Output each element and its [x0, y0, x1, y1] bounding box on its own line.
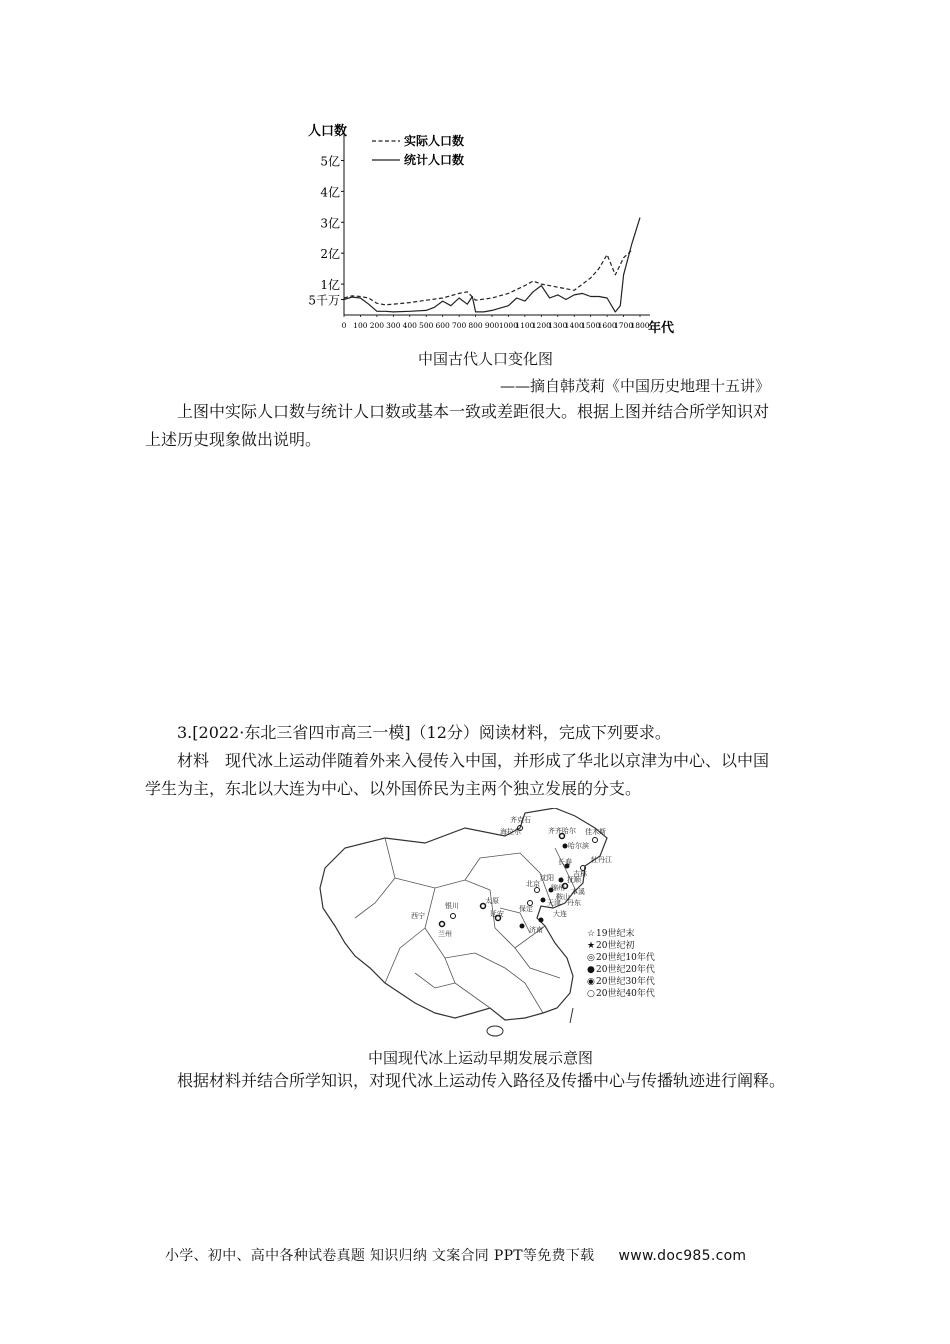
city-label: 佳木斯: [585, 828, 606, 836]
city-markers: [411, 815, 612, 938]
city-label: 保定: [519, 905, 533, 913]
x-tick-label: 1200: [531, 321, 551, 330]
question3-prompt: 根据材料并结合所学知识，对现代冰上运动传入路径及传播中心与传播轨迹进行阐释。: [177, 1071, 786, 1090]
x-tick-label: 100: [353, 321, 368, 330]
legend-label: 实际人口数: [404, 134, 465, 148]
chart-series: [344, 218, 640, 312]
city-label: 吉林: [573, 870, 587, 878]
x-tick-label: 1100: [515, 321, 535, 330]
city-label: 长春: [558, 858, 572, 866]
city-label: 锦州: [551, 884, 565, 892]
city-label: 丹东: [567, 899, 581, 907]
chart-title: 中国古代人口变化图: [418, 350, 554, 368]
x-tick-label: 200: [369, 321, 385, 330]
city-label: 北京: [526, 880, 540, 888]
x-tick-label: 400: [402, 321, 417, 330]
footer-text: 小学、初中、高中各种试卷真题 知识归纳 文案合同 PPT等免费下载: [165, 1248, 595, 1264]
city-label: 济南: [529, 926, 543, 934]
question2-line2: 上述历史现象做出说明。: [145, 430, 322, 449]
x-tick-label: 1400: [564, 321, 584, 330]
y-tick-label: 2亿: [320, 247, 340, 262]
city-label: 海拉尔: [500, 828, 521, 836]
hainan-island: [487, 1026, 503, 1036]
city-label: 西宁: [411, 912, 425, 920]
x-tick-label: 900: [484, 321, 500, 330]
legend-symbol: ☆: [587, 929, 596, 939]
y-tick-label: 5千万: [308, 293, 340, 308]
city-label: 哈尔滨: [568, 842, 589, 850]
x-tick-label: 1700: [614, 321, 634, 330]
x-tick-label: 0: [341, 321, 347, 330]
taiwan-mark: [570, 1008, 573, 1023]
y-tick-label: 3亿: [320, 216, 340, 231]
series-line-statistical: [344, 218, 640, 312]
question3-heading: 3.[2022·东北三省四市高三一模]（12分）阅读材料，完成下列要求。: [177, 723, 671, 742]
city-label: 鞍山: [556, 893, 570, 901]
legend-symbol: ◉: [587, 977, 595, 987]
y-tick-label: 4亿: [320, 185, 340, 200]
city-dot: [541, 898, 546, 903]
city-dot: [520, 924, 525, 929]
x-axis-label: 年代: [648, 321, 675, 336]
x-tick-label: 1500: [581, 321, 601, 330]
page-footer: [165, 1245, 746, 1265]
question2-line1: 上图中实际人口数与统计人口数或基本一致或差距很大。根据上图并结合所学知识对: [177, 402, 770, 421]
population-chart: [300, 115, 720, 340]
x-tick-label: 300: [386, 321, 401, 330]
chart-legend: [372, 133, 464, 167]
legend-label: 20世纪30年代: [596, 977, 655, 987]
footer-url[interactable]: www.doc985.com: [618, 1248, 747, 1264]
city-label: 牡丹江: [591, 856, 612, 864]
x-tick-label: 1000: [498, 321, 518, 330]
city-label: 大连: [553, 910, 567, 918]
city-label: 齐克石: [510, 816, 531, 824]
legend-label: 19世纪末: [596, 929, 635, 939]
x-tick-label: 500: [419, 321, 434, 330]
city-label: 天津: [547, 899, 561, 907]
legend-symbol: ◎: [587, 953, 595, 963]
city-label: 抚顺: [567, 876, 581, 884]
chart-source: ——摘自韩茂莉《中国历史地理十五讲》: [500, 377, 771, 395]
legend-label: 20世纪20年代: [596, 965, 655, 975]
city-label: 太原: [485, 897, 499, 905]
city-dot: [440, 922, 445, 927]
city-dot: [563, 844, 568, 849]
city-label: 齐齐哈尔: [548, 827, 576, 835]
x-tick-label: 1600: [597, 321, 617, 330]
city-label: 延安: [490, 910, 504, 918]
city-dot: [539, 918, 544, 923]
legend-symbol: ○: [587, 989, 595, 999]
city-dot: [451, 914, 456, 919]
question3-material-line1: 材料 现代冰上运动伴随着外来入侵传入中国，并形成了华北以京津为中心、以中国: [177, 751, 770, 770]
y-axis-label: 人口数: [308, 124, 348, 139]
legend-symbol: ★: [587, 941, 596, 951]
question3-material-line2: 学生为主，东北以大连为中心、以外国侨民为主两个独立发展的分支。: [145, 779, 642, 798]
city-dot: [593, 838, 598, 843]
legend-label: 20世纪10年代: [596, 953, 655, 963]
city-label: 本溪: [571, 888, 585, 896]
map-legend: [587, 927, 655, 999]
map-caption: 中国现代冰上运动早期发展示意图: [368, 1049, 594, 1067]
city-label: 兰州: [438, 930, 452, 938]
series-line-actual: [344, 250, 632, 305]
legend-label: 统计人口数: [404, 153, 465, 167]
x-tick-label: 800: [468, 321, 483, 330]
y-tick-label: 1亿: [320, 278, 340, 293]
china-map: [315, 808, 675, 1043]
legend-label: 20世纪40年代: [596, 989, 655, 999]
city-label: 银川: [445, 902, 459, 910]
city-dot: [559, 878, 564, 883]
y-tick-label: 5亿: [320, 154, 340, 169]
city-label: 沈阳: [540, 874, 554, 882]
x-tick-label: 700: [451, 321, 467, 330]
x-tick-label: 600: [435, 321, 450, 330]
x-tick-label: 1800: [630, 321, 650, 330]
legend-label: 20世纪初: [596, 941, 635, 951]
x-tick-label: 1300: [548, 321, 568, 330]
city-dot: [535, 888, 540, 893]
legend-symbol: ●: [587, 965, 595, 975]
